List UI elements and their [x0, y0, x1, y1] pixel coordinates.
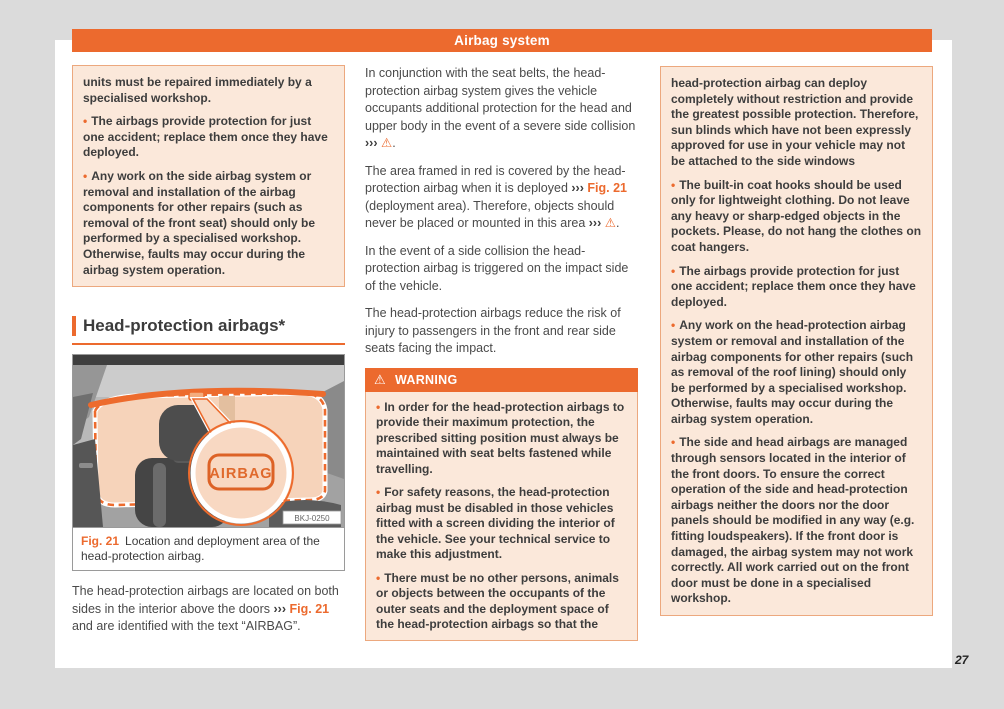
bullet-item: • Any work on the side airbag system or removal and installation of the airbag components for other repairs (such as removal of the front seat) should only be performed by a specialised workshop. Otherwise, faults may occur during the airbag system operation.	[83, 168, 316, 277]
bullet-item: • In order for the head-protection airbags to provide their maximum protection, the prescribed sitting position must always be maintained with seat belts fastened while travelling.	[376, 399, 625, 476]
warning-triangle-icon: ⚠	[604, 216, 616, 230]
section-heading: Head-protection airbags*	[72, 316, 345, 345]
bullet-item: • Any work on the head-protection airbag system or removal and installation of the airbag components for other repairs (such as removal of the roof lining) should only be performed by a specialised workshop. Otherwise, faults may occur during the airbag system operation.	[671, 318, 914, 426]
paragraph: In conjunction with the seat belts, the head-protection airbag system gives the vehicle occupants additional protection for the head and upper body in the event of a severe side collision ››› ⚠.	[365, 66, 636, 150]
warning-box-header	[365, 368, 638, 392]
paragraph: In the event of a side collision the head-protection airbag is triggered on the impact side of the vehicle.	[365, 243, 629, 293]
warning-box	[365, 368, 638, 641]
continuation-text: units must be repaired immediately by a specialised workshop.	[83, 75, 312, 105]
bullet-icon: •	[83, 114, 88, 129]
paragraph: The area framed in red is covered by the head-protection airbag when it is deployed ››› Fig. 21 (deployment area). Therefore, objects should never be placed or mounted in this area ››› ⚠.	[365, 163, 627, 230]
bullet-item: • The airbags provide protection for just one accident; replace them once they have deployed.	[83, 114, 328, 160]
bullet-item: • For safety reasons, the head-protection airbag must be disabled in those vehicles fitted with a screen dividing the interior of the vehicle. See your technical service to make this adjustment.	[376, 485, 615, 561]
left-body-text	[72, 583, 345, 636]
bullet-item: • The airbags provide protection for just one accident; replace them once they have deployed.	[671, 263, 916, 309]
cross-ref-chevrons: ›››	[571, 181, 584, 195]
airbag-emboss-label: AIRBAG	[209, 466, 273, 483]
warning-continuation-box-right	[660, 66, 933, 616]
bullet-icon: •	[376, 570, 381, 585]
figure-image	[73, 355, 344, 527]
warning-triangle-icon: ⚠	[380, 136, 393, 150]
middle-column	[365, 65, 638, 641]
figure-21	[72, 354, 345, 571]
figure-caption: Fig. 21 Location and deployment area of the head-protection airbag.	[73, 527, 344, 570]
figure-reference: Fig. 21	[289, 601, 330, 616]
continuation-text: head-protection airbag can deploy completely without restriction and provide the greatest possible protection. Therefore, sun blinds which have not been expressly approved for use in your vehicle may not be attached to the side windows	[671, 76, 919, 168]
page-number: 27	[955, 653, 969, 667]
cross-ref-chevrons: ›››	[365, 136, 378, 150]
warning-title: WARNING	[394, 372, 458, 387]
figure-caption-label: Fig. 21	[81, 534, 120, 549]
warning-triangle-icon: ⚠	[374, 371, 386, 387]
bullet-item: • There must be no other persons, animals or objects between the occupants of the outer seats and the deployment space of the head-protection airbags so that the	[376, 570, 619, 631]
paragraph: The head-protection airbags reduce the risk of injury to passengers in the front and rear side seats facing the impact.	[365, 306, 621, 355]
cross-ref-chevrons: ›››	[588, 216, 602, 230]
middle-body-text	[365, 65, 638, 358]
bullet-icon: •	[671, 177, 676, 192]
bullet-icon: •	[671, 263, 676, 278]
bullet-icon: •	[671, 435, 676, 450]
page-title: Airbag system	[72, 29, 932, 52]
figure-reference: Fig. 21	[587, 181, 627, 195]
warning-box-body	[365, 392, 638, 641]
left-column	[72, 65, 345, 646]
paragraph: The head-protection airbags are located on both sides in the interior above the doors ››› Fig. 21 and are identified with the text “AIRBAG”.	[72, 584, 339, 634]
bullet-item: • The built-in coat hooks should be used only for lightweight clothing. Do not leave any heavy or sharp-edged objects in the pockets. Please, do not hang the clothes on coat hangers.	[671, 177, 922, 254]
cross-ref-chevrons: ›››	[273, 601, 287, 616]
bullet-icon: •	[376, 399, 381, 414]
figure-code: BKJ-0250	[294, 514, 330, 524]
bullet-icon: •	[671, 318, 676, 333]
bullet-icon: •	[83, 168, 88, 183]
bullet-icon: •	[376, 485, 381, 499]
warning-continuation-box-left	[72, 65, 345, 287]
bullet-item: • The side and head airbags are managed through sensors located in the interior of the front doors. To ensure the correct operation of the side and head-protection airbags neither the doors nor the door panels should be modified in any way (e.g. fitting loudspeakers). If the front door is damaged, the airbag system may not work correctly. All work carried out on the front door must be done in a specialised workshop.	[671, 435, 915, 606]
right-column	[660, 66, 933, 616]
